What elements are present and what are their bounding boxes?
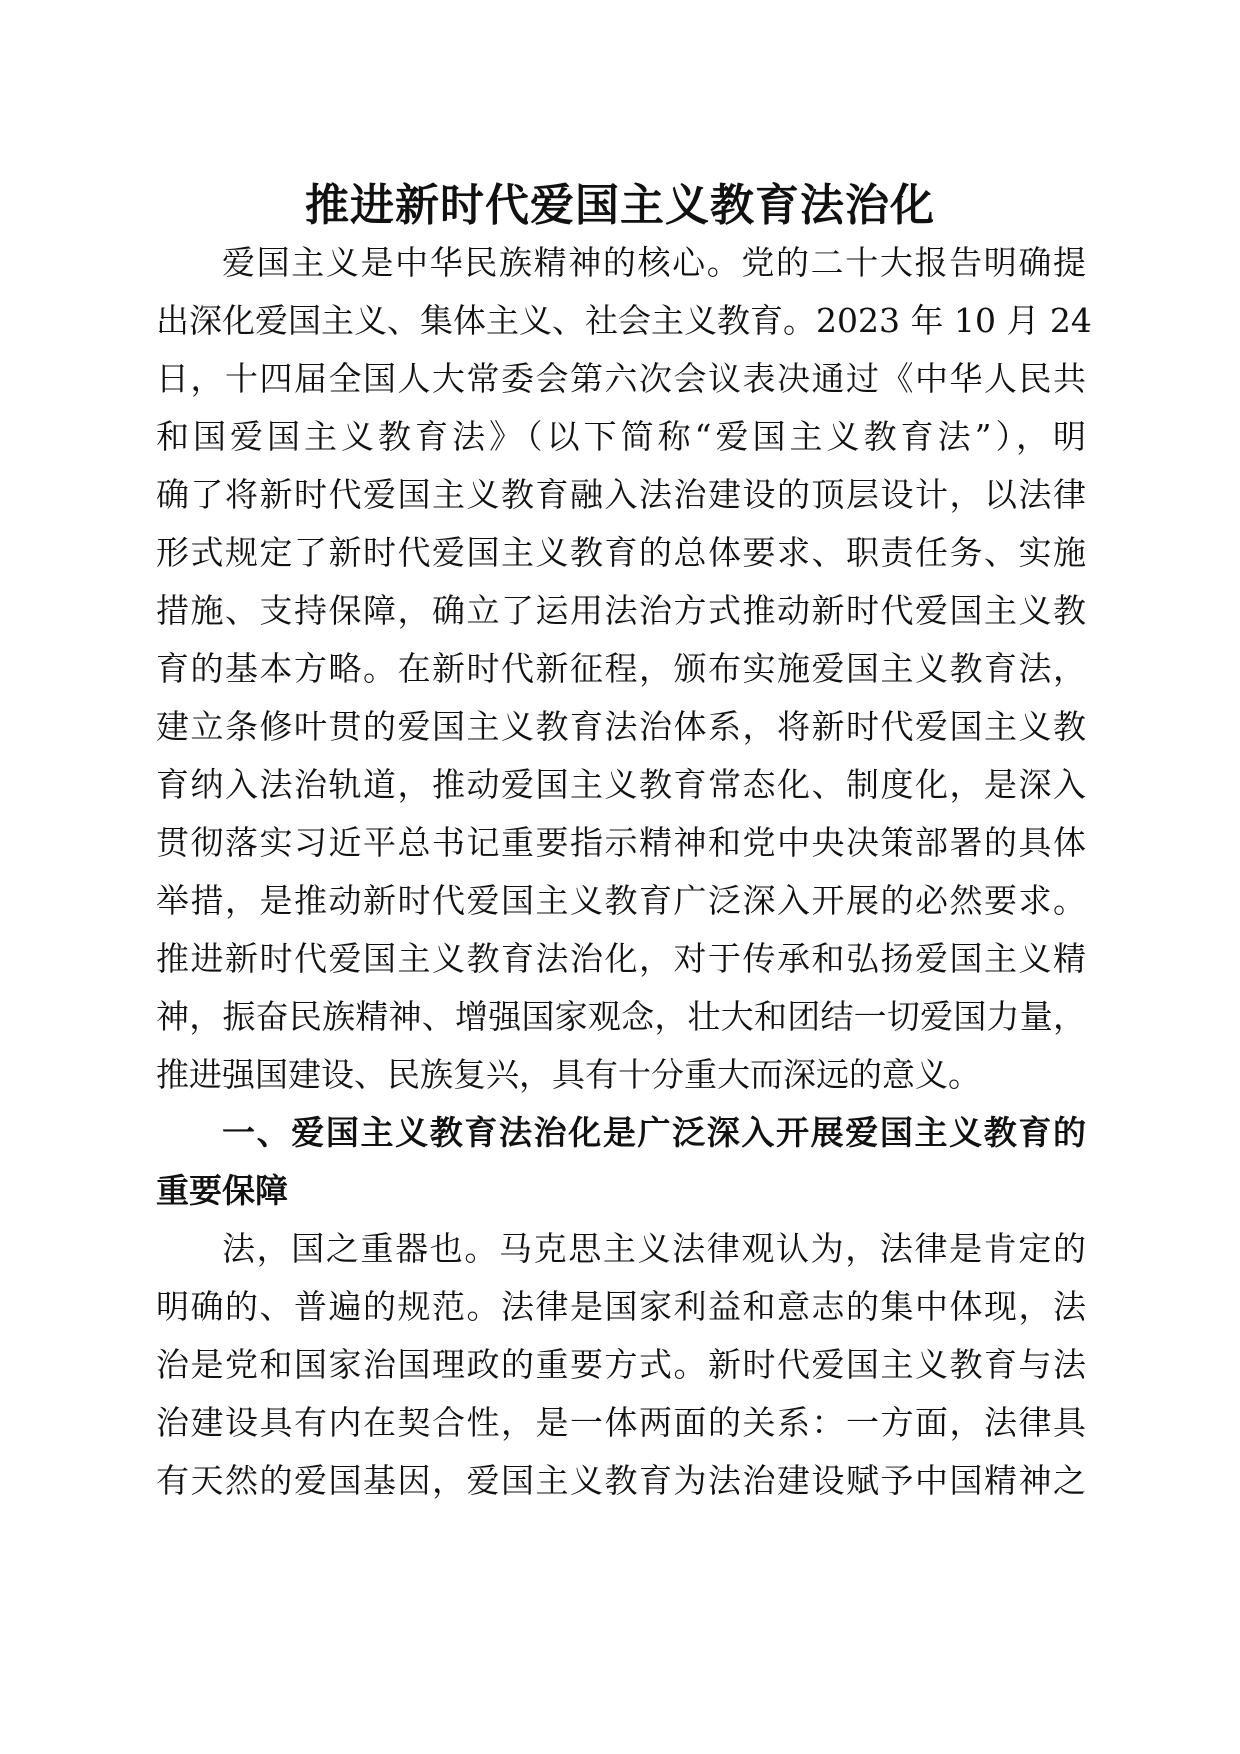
text-line: 育纳入法治轨道，推动爱国主义教育常态化、制度化，是深入: [156, 765, 1086, 804]
heading-line: 重要保障: [156, 1171, 288, 1210]
text-line: 治建设具有内在契合性，是一体两面的关系：一方面，法律具: [156, 1403, 1086, 1442]
heading-line: 一、爱国主义教育法治化是广泛深入开展爱国主义教育的: [222, 1113, 1086, 1152]
text-line: 明确的、普遍的规范。法律是国家利益和意志的集中体现，法: [156, 1287, 1086, 1326]
text-line: 法，国之重器也。马克思主义法律观认为，法律是肯定的: [222, 1229, 1086, 1268]
text-line: 出深化爱国主义、集体主义、社会主义教育。2023 年 10 月 24: [156, 301, 1092, 340]
text-line: 推进强国建设、民族复兴，具有十分重大而深远的意义。: [156, 1055, 981, 1094]
text-line: 贯彻落实习近平总书记重要指示精神和党中央决策部署的具体: [156, 823, 1086, 862]
text-line: 爱国主义是中华民族精神的核心。党的二十大报告明确提: [222, 243, 1086, 282]
text-line: 形式规定了新时代爱国主义教育的总体要求、职责任务、实施: [156, 533, 1086, 572]
text-line: 神，振奋民族精神、增强国家观念，壮大和团结一切爱国力量，: [156, 997, 1086, 1036]
text-line: 和国爱国主义教育法》（以下简称“爱国主义教育法”），明: [156, 417, 1086, 456]
text-line: 治是党和国家治国理政的重要方式。新时代爱国主义教育与法: [156, 1345, 1086, 1384]
text-line: 推进新时代爱国主义教育法治化，对于传承和弘扬爱国主义精: [156, 939, 1086, 978]
text-line: 举措，是推动新时代爱国主义教育广泛深入开展的必然要求。: [156, 881, 1086, 920]
page-title: 推进新时代爱国主义教育法治化: [305, 180, 935, 231]
text-line: 建立条修叶贯的爱国主义教育法治体系，将新时代爱国主义教: [156, 707, 1086, 746]
text-line: 有天然的爱国基因，爱国主义教育为法治建设赋予中国精神之: [156, 1461, 1086, 1500]
text-line: 日，十四届全国人大常委会第六次会议表决通过《中华人民共: [156, 359, 1086, 398]
text-line: 育的基本方略。在新时代新征程，颁布实施爱国主义教育法，: [156, 649, 1086, 688]
text-line: 措施、支持保障，确立了运用法治方式推动新时代爱国主义教: [156, 591, 1086, 630]
text-line: 确了将新时代爱国主义教育融入法治建设的顶层设计，以法律: [156, 475, 1086, 514]
